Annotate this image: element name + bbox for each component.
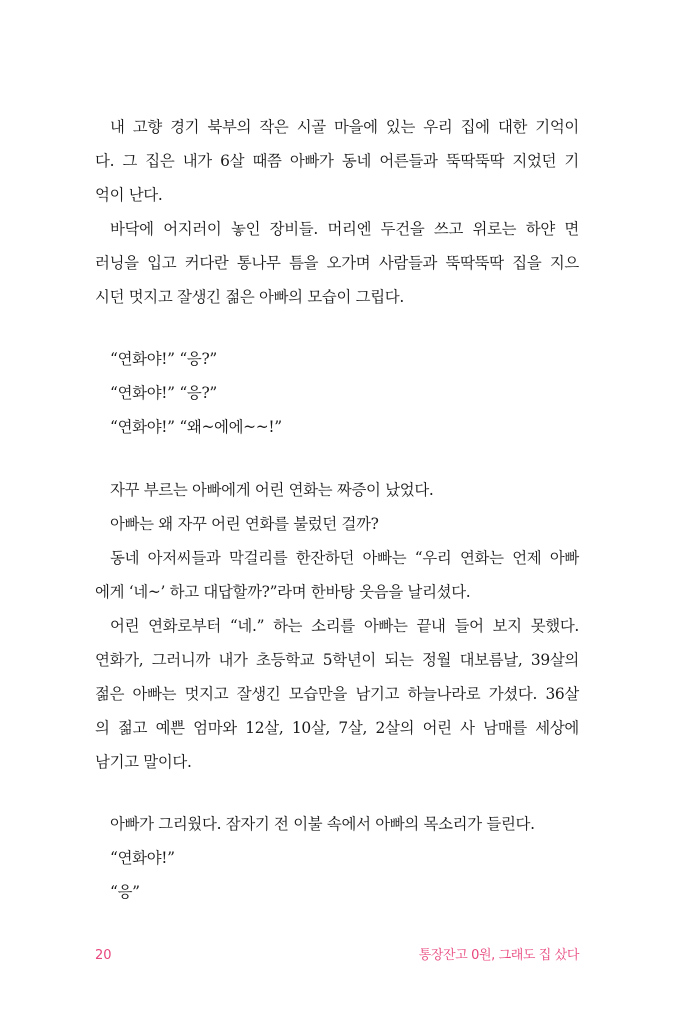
page-number: 20 [95,948,112,963]
body-line: 에게 ‘네~’ 하고 대답할까?”라며 한바탕 웃음을 날리셨다. [95,583,471,601]
dialogue-line: “연화야!” “응?” [110,384,217,402]
body-line: 바닥에 어지러이 놓인 장비들. 머리엔 두건을 쓰고 위로는 하얀 면 [110,220,579,238]
body-line: 자꾸 부르는 아빠에게 어린 연화는 짜증이 났었다. [110,481,434,499]
body-line: 시던 멋지고 잘생긴 젊은 아빠의 모습이 그립다. [95,288,404,306]
dialogue-line: “연화야!” [110,849,175,867]
dialogue-line: “응” [110,883,140,901]
body-line: 남기고 말이다. [95,753,192,771]
body-line: 다. 그 집은 내가 6살 때쯤 아빠가 동네 어른들과 뚝딱뚝딱 지었던 기 [95,152,579,170]
dialogue-line: “연화야!” “왜~에에~~!” [110,418,282,436]
body-line: 러닝을 입고 커다란 통나무 틈을 오가며 사람들과 뚝딱뚝딱 집을 지으 [95,254,579,272]
body-line: 젊은 아빠는 멋지고 잘생긴 모습만을 남기고 하늘나라로 가셨다. 36살 [95,685,579,703]
body-line: 동네 아저씨들과 막걸리를 한잔하던 아빠는 “우리 연화는 언제 아빠 [110,549,579,567]
body-line: 의 젊고 예쁜 엄마와 12살, 10살, 7살, 2살의 어린 사 남매를 세상에 [95,719,579,737]
dialogue-line: “연화야!” “응?” [110,350,217,368]
body-line: 내 고향 경기 북부의 작은 시골 마을에 있는 우리 집에 대한 기억이 [110,118,579,136]
running-title: 통장잔고 0원, 그래도 집 샀다 [418,948,579,963]
body-line: 어린 연화로부터 “네.” 하는 소리를 아빠는 끝내 들어 보지 못했다. [110,617,579,635]
body-line: 아빠는 왜 자꾸 어린 연화를 불렀던 걸까? [110,515,379,533]
body-line: 연화가, 그러니까 내가 초등학교 5학년이 되는 정월 대보름날, 39살의 [95,651,579,669]
body-line: 아빠가 그리웠다. 잠자기 전 이불 속에서 아빠의 목소리가 들린다. [110,815,535,833]
body-line: 억이 난다. [95,186,163,204]
